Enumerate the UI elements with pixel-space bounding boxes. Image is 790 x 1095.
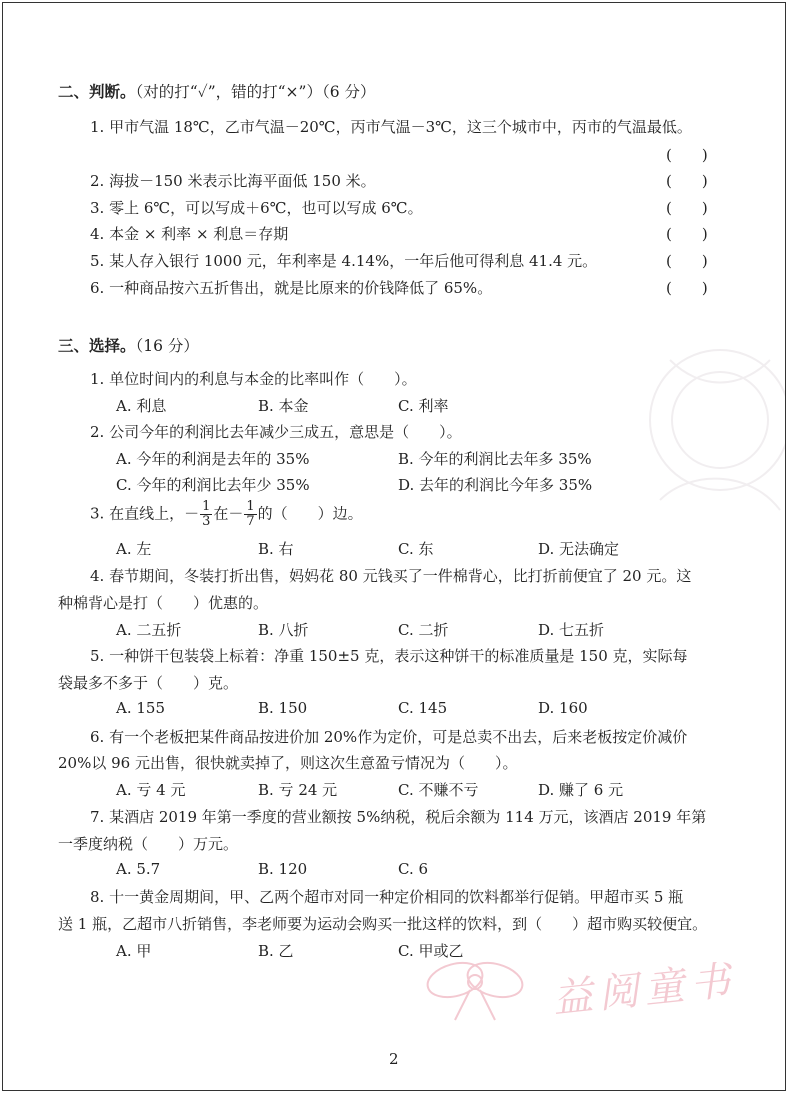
choice-q7-line-1: 7. 某酒店 2019 年第一季度的营业额按 5%纳税，税后余额为 114 万元，该酒店 2019 年第 xyxy=(90,808,707,826)
q2-option-d[interactable]: D. 去年的利润比今年多 35% xyxy=(398,476,593,494)
judge-answer-5[interactable]: ( ) xyxy=(666,252,708,270)
q6-option-a[interactable]: A. 亏 4 元 xyxy=(116,781,186,799)
q5-option-d[interactable]: D. 160 xyxy=(538,699,588,717)
q1-option-b[interactable]: B. 本金 xyxy=(258,397,309,415)
q8-option-b[interactable]: B. 乙 xyxy=(258,942,294,960)
q7-option-b[interactable]: B. 120 xyxy=(258,860,308,878)
q3-option-c[interactable]: C. 东 xyxy=(398,540,434,558)
q7-option-c[interactable]: C. 6 xyxy=(398,860,429,878)
q5-option-a[interactable]: A. 155 xyxy=(116,699,165,717)
q4-option-c[interactable]: C. 二折 xyxy=(398,621,449,639)
q5-option-c[interactable]: C. 145 xyxy=(398,699,448,717)
judge-answer-4[interactable]: ( ) xyxy=(666,225,708,243)
q6-option-d[interactable]: D. 赚了 6 元 xyxy=(538,781,624,799)
q2-option-c[interactable]: C. 今年的利润比去年少 35% xyxy=(116,476,310,494)
q1-option-a[interactable]: A. 利息 xyxy=(116,397,167,415)
q4-option-a[interactable]: A. 二五折 xyxy=(116,621,182,639)
judge-answer-2[interactable]: ( ) xyxy=(666,172,708,190)
choice-q5-line-2: 袋最多不多于（ ）克。 xyxy=(58,674,239,692)
q2-option-b[interactable]: B. 今年的利润比去年多 35% xyxy=(398,450,592,468)
q1-option-c[interactable]: C. 利率 xyxy=(398,397,449,415)
choice-q6-line-2: 20%以 96 元出售，很快就卖掉了，则这次生意盈亏情况为（ ）。 xyxy=(58,754,518,772)
choice-q2: 2. 公司今年的利润比去年减少三成五，意思是（ ）。 xyxy=(90,423,462,441)
judge-item-1: 1. 甲市气温 18℃，乙市气温－20℃，丙市气温－3℃，这三个城市中，丙市的气温最低。 xyxy=(90,118,692,136)
q8-option-a[interactable]: A. 甲 xyxy=(116,942,152,960)
choice-q4-line-1: 4. 春节期间，冬装打折出售，妈妈花 80 元钱买了一件棉背心，比打折前便宜了 20 元。这 xyxy=(90,567,692,585)
q5-option-b[interactable]: B. 150 xyxy=(258,699,308,717)
q8-option-c[interactable]: C. 甲或乙 xyxy=(398,942,464,960)
choice-q3: 3. 在直线上，－ $\frac{1}{3}$ 在－ $\frac{1}{7}$ 的（ ）边。 xyxy=(90,499,363,529)
choice-q8-line-2: 送 1 瓶，乙超市八折销售，李老师要为运动会购买一批这样的饮料，到（ ）超市购买较便宜。 xyxy=(58,915,708,933)
q7-option-a[interactable]: A. 5.7 xyxy=(116,860,161,878)
q3-option-b[interactable]: B. 右 xyxy=(258,540,294,558)
q6-option-c[interactable]: C. 不赚不亏 xyxy=(398,781,479,799)
page-number: 2 xyxy=(389,1050,399,1068)
q6-option-b[interactable]: B. 亏 24 元 xyxy=(258,781,338,799)
fraction-one-seventh: $\frac{1}{7}$ xyxy=(246,499,255,529)
judge-answer-3[interactable]: ( ) xyxy=(666,199,708,217)
q3-option-d[interactable]: D. 无法确定 xyxy=(538,540,620,558)
judge-item-3: 3. 零上 6℃，可以写成＋6℃，也可以写成 6℃。 xyxy=(90,199,423,217)
q4-option-b[interactable]: B. 八折 xyxy=(258,621,309,639)
watermark-logo-text: 益阅童书 xyxy=(550,957,739,1023)
choice-q5-line-1: 5. 一种饼干包装袋上标着：净重 150±5 克，表示这种饼干的标准质量是 150 克，实际每 xyxy=(90,647,688,665)
fraction-one-third: $\frac{1}{3}$ xyxy=(202,499,211,529)
q2-option-a[interactable]: A. 今年的利润是去年的 35% xyxy=(116,450,310,468)
judge-item-2: 2. 海拔－150 米表示比海平面低 150 米。 xyxy=(90,172,376,190)
judge-answer-6[interactable]: ( ) xyxy=(666,279,708,297)
background-ornament-icon xyxy=(600,320,785,580)
judge-item-6: 6. 一种商品按六五折售出，就是比原来的价钱降低了 65%。 xyxy=(90,279,493,297)
choice-q7-line-2: 一季度纳税（ ）万元。 xyxy=(58,835,239,853)
choice-q8-line-1: 8. 十一黄金周期间，甲、乙两个超市对同一种定价相同的饮料都举行促销。甲超市买 5 瓶 xyxy=(90,888,684,906)
judge-item-4: 4. 本金 × 利率 × 利息＝存期 xyxy=(90,225,289,243)
choice-q6-line-1: 6. 有一个老板把某件商品按进价加 20%作为定价，可是总卖不出去，后来老板按定价减价 xyxy=(90,728,688,746)
q3-option-a[interactable]: A. 左 xyxy=(116,540,152,558)
watermark-bow-icon xyxy=(400,940,550,1030)
section-2-title: 二、判断。（对的打“✓”，错的打“×”）（6 分） xyxy=(58,83,376,101)
q4-option-d[interactable]: D. 七五折 xyxy=(538,621,605,639)
judge-answer-1[interactable]: ( ) xyxy=(666,146,708,164)
choice-q1: 1. 单位时间内的利息与本金的比率叫作（ ）。 xyxy=(90,370,417,388)
choice-q4-line-2: 种棉背心是打（ ）优惠的。 xyxy=(58,594,269,612)
section-3-title: 三、选择。（16 分） xyxy=(58,337,199,355)
judge-item-5: 5. 某人存入银行 1000 元，年利率是 4.14%，一年后他可得利息 41.4 元。 xyxy=(90,252,598,270)
